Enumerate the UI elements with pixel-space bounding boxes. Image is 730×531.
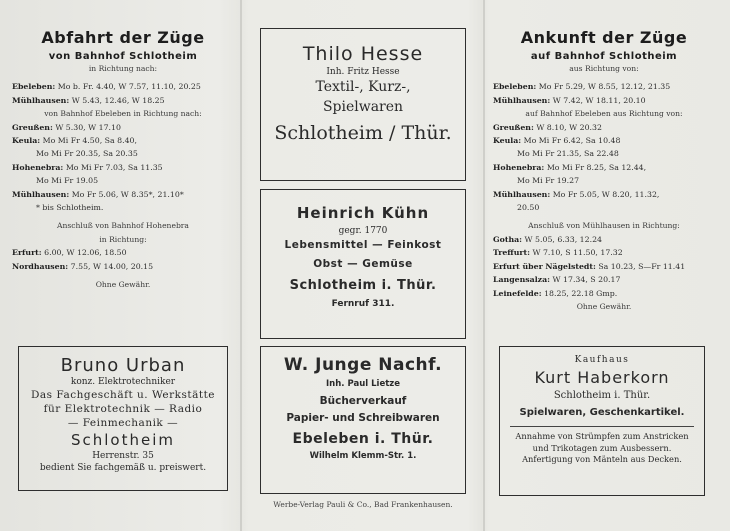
- ad-company-name: Bruno Urban: [60, 355, 186, 376]
- section-heading: auf Bahnhof Ebeleben aus Richtung von:: [525, 109, 683, 119]
- timetable-row: Keula: Mo Mi Fr 4.50, Sa 8.40,: [12, 136, 137, 146]
- ad-thilo-hesse: [260, 28, 466, 181]
- ad-text: Textil-, Kurz-,: [315, 79, 411, 95]
- ad-address: Herrenstr. 35: [92, 451, 154, 461]
- ad-slogan: bedient Sie fachgemäß u. preiswert.: [39, 463, 207, 473]
- ad-w-junge: [260, 346, 466, 494]
- timetable-row: Mühlhausen: W 5.43, 12.46, W 18.25: [12, 95, 165, 105]
- ad-text: Lebensmittel — Feinkost: [284, 239, 442, 251]
- ad-text: Spielwaren, Geschenkartikel.: [519, 407, 685, 418]
- ad-shop-type: Kaufhaus: [574, 355, 630, 365]
- disclaimer: Ohne Gewähr.: [95, 280, 151, 290]
- ad-owner: Inh. Fritz Hesse: [326, 67, 400, 77]
- ad-text: Anfertigung von Mänteln aus Decken.: [522, 454, 682, 464]
- fold-line-right: [483, 0, 485, 531]
- ad-bruno-urban: [18, 346, 228, 491]
- ad-town: Schlotheim: [70, 431, 176, 449]
- timetable-row: Greußen: W 5.30, W 17.10: [12, 122, 121, 132]
- ad-text: konz. Elektrotechniker: [70, 377, 176, 387]
- timetable-row: Erfurt über Nägelstedt: Sa 10.23, S—Fr 11.41: [493, 261, 686, 271]
- ad-text: Obst — Gemüse: [313, 258, 413, 270]
- ad-town: Schlotheim / Thür.: [274, 122, 452, 144]
- ad-text: Annahme von Strümpfen zum Anstricken: [515, 431, 689, 441]
- timetable-row: Greußen: W 8.10, W 20.32: [493, 122, 602, 132]
- ad-text: Bücherverkauf: [319, 395, 407, 407]
- ad-kurt-haberkorn: [499, 346, 705, 496]
- departures-title: Abfahrt der Züge: [41, 28, 205, 47]
- ad-company-name: Heinrich Kühn: [296, 204, 430, 222]
- timetable-row-continued: Mo Mi Fr 19.05: [36, 176, 99, 186]
- timetable-row: Leinefelde: 18.25, 22.18 Gmp.: [493, 288, 618, 298]
- disclaimer: Ohne Gewähr.: [576, 301, 632, 311]
- timetable-row-continued: Mo Mi Fr 20.35, Sa 20.35: [36, 149, 138, 159]
- ad-text: für Elektrotechnik — Radio: [43, 403, 203, 415]
- timetable-row-continued: Mo Mi Fr 19.27: [517, 176, 580, 186]
- timetable-row: Langensalza: W 17.34, S 20.17: [493, 275, 621, 285]
- timetable-row: Mühlhausen: W 7.42, W 18.11, 20.10: [493, 95, 646, 105]
- timetable-row: Gotha: W 5.05, 6.33, 12.24: [493, 234, 602, 244]
- direction-label: in Richtung nach:: [88, 64, 158, 73]
- section-heading: Anschluß von Mühlhausen in Richtung:: [528, 221, 680, 231]
- ad-text: Papier- und Schreibwaren: [286, 412, 440, 424]
- section-heading: Anschluß von Bahnhof Hohenebra: [57, 221, 189, 231]
- timetable-row: Mühlhausen: Mo Fr 5.06, W 8.35*, 21.10*: [12, 189, 184, 199]
- ad-phone: Fernruf 311.: [331, 299, 395, 309]
- ad-divider: [510, 426, 694, 427]
- ad-address: Wilhelm Klemm-Str. 1.: [309, 451, 417, 461]
- timetable-row: Hohenebra: Mo Mi Fr 7.03, Sa 11.35: [12, 162, 163, 172]
- ad-company-name: Kurt Haberkorn: [534, 368, 670, 387]
- fold-line-left: [240, 0, 242, 531]
- ad-town: Ebeleben i. Thür.: [292, 431, 434, 447]
- ad-founded: gegr. 1770: [338, 226, 388, 236]
- timetable-row: Nordhausen: 7.55, W 14.00, 20.15: [12, 261, 154, 271]
- departures-panel: [12, 14, 234, 473]
- ad-text: Spielwaren: [322, 99, 404, 115]
- ad-text: Das Fachgeschäft u. Werkstätte: [30, 389, 216, 401]
- ad-town: Schlotheim i. Thür.: [553, 390, 651, 401]
- ad-company-name: Thilo Hesse: [302, 43, 424, 65]
- timetable-row: Keula: Mo Mi Fr 6.42, Sa 10.48: [493, 136, 621, 146]
- ad-heinrich-kuehn: [260, 189, 466, 339]
- timetable-footnote: * bis Schlotheim.: [36, 203, 104, 213]
- timetable-row: Treffurt: W 7.10, S 11.50, 17.32: [493, 248, 623, 258]
- timetable-row: Mühlhausen: Mo Fr 5.05, W 8.20, 11.32,: [493, 189, 660, 199]
- arrivals-subtitle: auf Bahnhof Schlotheim: [530, 51, 678, 62]
- ad-owner: Inh. Paul Lietze: [326, 379, 400, 389]
- ad-town: Schlotheim i. Thür.: [289, 278, 437, 293]
- timetable-row: Hohenebra: Mo Mi Fr 8.25, Sa 12.44,: [493, 162, 647, 172]
- timetable-row: Erfurt: 6.00, W 12.06, 18.50: [12, 248, 127, 258]
- timetable-row: Ebeleben: Mo Fr 5.29, W 8.55, 12.12, 21.35: [493, 82, 671, 92]
- timetable-row-continued: Mo Mi Fr 21.35, Sa 22.48: [517, 149, 619, 159]
- direction-label: aus Richtung von:: [569, 64, 639, 73]
- departures-subtitle: von Bahnhof Schlotheim: [48, 51, 198, 62]
- timetable-row-continued: 20.50: [517, 203, 540, 213]
- timetable-row: Ebeleben: Mo b. Fr. 4.40, W 7.57, 11.10, 20.25: [12, 82, 201, 92]
- arrivals-title: Ankunft der Züge: [520, 28, 688, 47]
- ad-text: und Trikotagen zum Ausbessern.: [532, 442, 672, 453]
- ad-text: — Feinmechanik —: [67, 417, 179, 429]
- direction-label: in Richtung:: [99, 234, 147, 244]
- ad-company-name: W. Junge Nachf.: [283, 355, 443, 375]
- section-heading: von Bahnhof Ebeleben in Richtung nach:: [44, 109, 202, 119]
- publisher-imprint: Werbe-Verlag Pauli & Co., Bad Frankenhausen.: [273, 500, 453, 509]
- arrivals-panel: [493, 14, 715, 464]
